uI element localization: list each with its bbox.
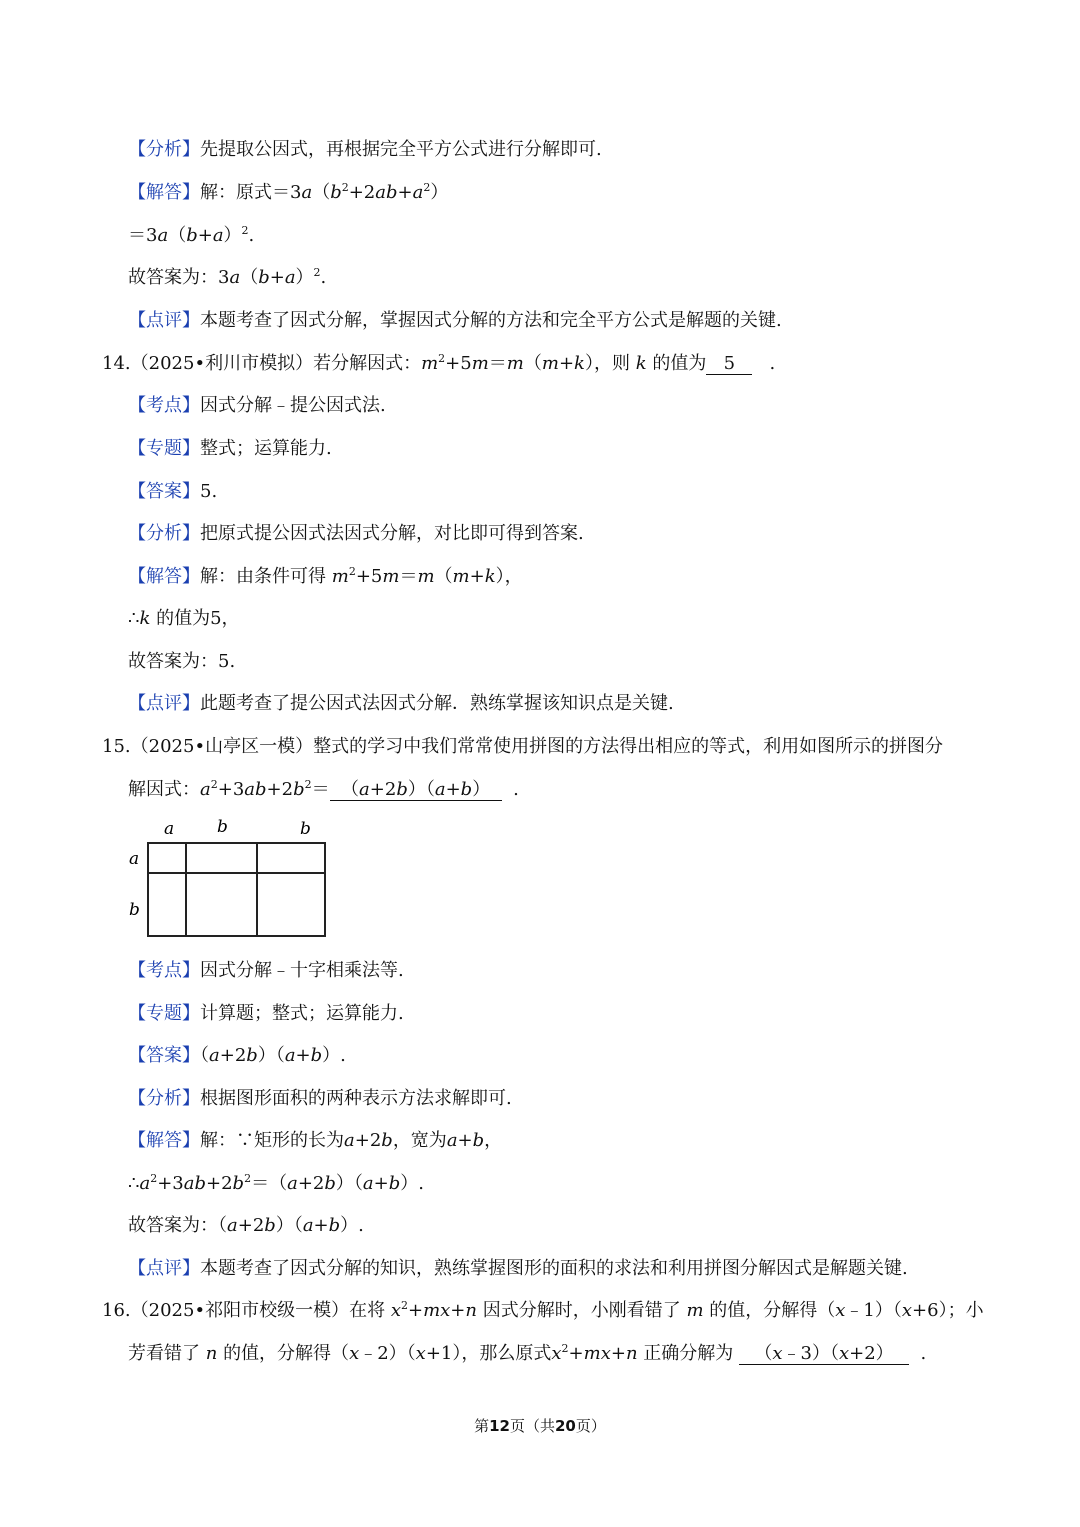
q15-question: 15.（2025•山亭区一模）整式的学习中我们常常使用拼图的方法得出相应的等式，利用如图所示的拼图分 xyxy=(102,736,944,757)
fig-label-top-a: a xyxy=(164,819,175,839)
q15-fenxi: 【分析】根据图形面积的两种表示方法求解即可. xyxy=(128,1088,512,1109)
q15-kaodian: 【考点】因式分解﹣十字相乘法等. xyxy=(128,960,404,981)
q13-comment: 【点评】本题考查了因式分解，掌握因式分解的方法和完全平方公式是解题的关键. xyxy=(128,310,782,331)
page-footer: 第12页（共20页） xyxy=(474,1417,606,1435)
q14-final: 故答案为：5. xyxy=(128,651,236,672)
q14-zhuanti: 【专题】整式；运算能力. xyxy=(128,438,332,459)
fig-label-left-a: a xyxy=(129,849,140,869)
q15-tiling-figure xyxy=(125,815,335,943)
q13-solution-step: $=3a(b+a)^2$. xyxy=(128,224,255,246)
q15-dianping: 【点评】本题考查了因式分解的知识，熟练掌握图形的面积的求法和利用拼图分解因式是解题关键. xyxy=(128,1258,908,1279)
q15-final: 故答案为：（a+2b）（a+b）. xyxy=(128,1215,364,1236)
q15-daan: 【答案】（a+2b）（a+b）. xyxy=(128,1045,346,1066)
q14-fenxi: 【分析】把原式提公因式法因式分解，对比即可得到答案. xyxy=(128,523,584,544)
page-number: 12 xyxy=(489,1417,510,1435)
q13-solution: 【解答】解：原式$=3a(b^2+2ab+a^2)$ xyxy=(128,181,449,203)
page-total: 20 xyxy=(555,1417,576,1435)
q14-daan: 【答案】5. xyxy=(128,481,218,502)
q15-jieda: 【解答】解：∵矩形的长为a+2b，宽为a+b， xyxy=(128,1130,503,1151)
q13-analysis-text: 先提取公因式，再根据完全平方公式进行分解即可. xyxy=(200,139,602,160)
q14-jieda: 【解答】解：由条件可得 $m^2+5m=m(m+k)$， xyxy=(128,565,523,587)
q14-question: 14.（2025•利川市模拟）若分解因式：$m^2+5m=m(m+k)$，则 k 的值为 5 . xyxy=(102,352,776,374)
q16-question-line2: 芳看错了 n 的值，分解得（x﹣2）（x+1），那么原式$x^2+mx+n$ 正确分解为 （x﹣3）（x+2） . xyxy=(128,1342,927,1364)
fig-label-top-b2: b xyxy=(300,819,311,839)
q15-therefore: $\therefore a^2+3ab+2b^2=(a+2b)(a+b)$. xyxy=(128,1172,424,1194)
q16-answer-blank: （x﹣3）（x+2） xyxy=(739,1344,909,1365)
q16-question: 16.（2025•祁阳市校级一模）在将 $x^2+mx+n$ 因式分解时，小刚看错了 m 的值，分解得（x﹣1）（x+6）；小 xyxy=(102,1299,984,1321)
fig-outer-rect xyxy=(148,843,325,936)
q15-question-line2: 解因式：$a^2+3ab+2b^2= (a+2b)(a+b)$ . xyxy=(128,778,519,800)
q14-kaodian: 【考点】因式分解﹣提公因式法. xyxy=(128,395,386,416)
tag-fenxi: 【分析】 xyxy=(128,139,200,160)
fig-label-top-b1: b xyxy=(217,817,228,837)
q15-answer-blank: （a+2b）（a+b） xyxy=(330,780,502,801)
q15-zhuanti: 【专题】计算题；整式；运算能力. xyxy=(128,1003,404,1024)
tag-jieda: 【解答】 xyxy=(128,182,200,203)
q14-answer-blank: 5 xyxy=(706,354,752,375)
q13-final: 故答案为：$3a(b+a)^2$. xyxy=(128,266,327,288)
q14-dianping: 【点评】此题考查了提公因式法因式分解．熟练掌握该知识点是关键. xyxy=(128,693,674,714)
fig-label-left-b: b xyxy=(129,900,140,920)
q14-therefore: ∴k 的值为5， xyxy=(128,608,240,629)
q13-analysis xyxy=(128,138,602,162)
